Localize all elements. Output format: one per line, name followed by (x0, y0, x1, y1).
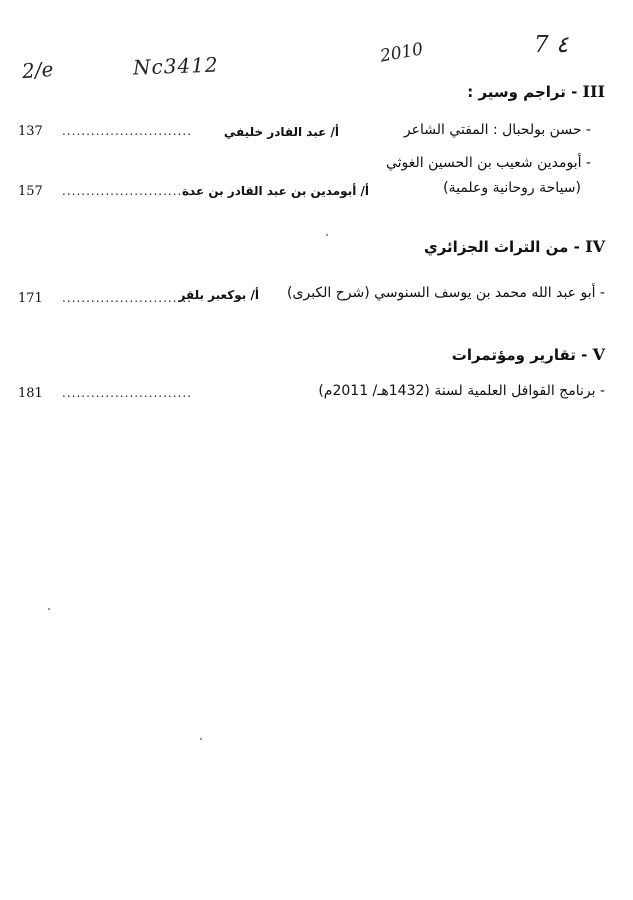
entry-subtitle: (سياحة روحانية وعلمية) (443, 180, 581, 196)
scan-speck (200, 738, 202, 740)
section-numeral: IV (585, 237, 605, 256)
toc-leader-dots: ........................... (62, 291, 192, 305)
entry-author: أ/ بوكعبر بلقر (178, 288, 259, 302)
entry-author: أ/ أبومدين بن عبد القادر بن عدة (181, 184, 369, 198)
toc-leader-dots: ........................... (62, 124, 192, 138)
section-heading-iv (424, 237, 605, 256)
scan-speck (48, 608, 50, 610)
section-title: - من التراث الجزائري (423, 238, 580, 256)
entry-title: - أبو عبد الله محمد بن يوسف السنوسي (شرح الكبرى) (287, 285, 605, 301)
page-number: 171 (18, 291, 43, 306)
handwritten-code-b: Nc3412 (132, 52, 220, 80)
section-numeral: V (592, 345, 605, 364)
entry-title: - أبومدين شعيب بن الحسين الغوثي (385, 155, 591, 171)
page-number: 181 (18, 386, 43, 401)
toc-leader-dots: ........................... (62, 386, 192, 400)
handwritten-code-a: 2/e (21, 56, 55, 84)
section-title: - تراجم وسير : (467, 83, 578, 101)
toc-leader-dots: ........................... (62, 184, 192, 198)
scan-speck (326, 234, 328, 236)
section-numeral: III (582, 82, 605, 101)
entry-title: - حسن بولحبال : المفتي الشاعر (403, 122, 591, 138)
entry-author: أ/ عبد القادر خليفي (223, 125, 339, 139)
handwritten-mark: 7 ٤ (534, 32, 569, 58)
entry-title: - برنامج القوافل العلمية لسنة (1432هـ/ 2011م) (318, 383, 605, 399)
page-number: 157 (18, 184, 43, 199)
section-heading-v (452, 345, 605, 364)
handwritten-year: 2010 (378, 39, 425, 67)
section-heading-iii (467, 82, 605, 101)
page-number: 137 (18, 124, 43, 139)
section-title: - تقارير ومؤتمرات (451, 346, 588, 364)
